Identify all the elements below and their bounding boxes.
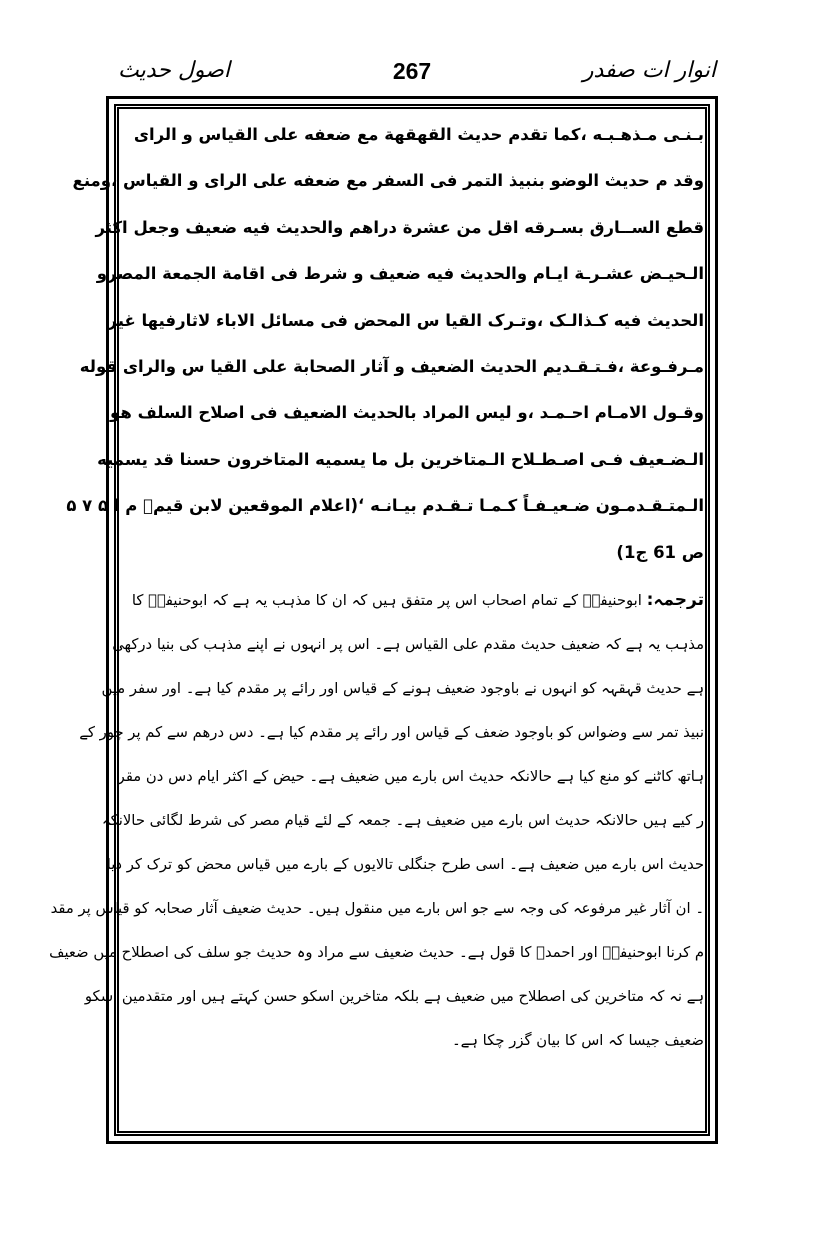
urdu-translation <box>49 576 704 1063</box>
translation-line: ہاتھ کاٹنے کو منع کیا ہے حالانکہ حدیث اس بارے میں ضعیف ہے۔ حیض کے اکثر ایام دس دن مقر <box>117 768 704 786</box>
arabic-line: الـضـعيف فـی اصـطـلاح الـمتاخرين بل ما يسميه المتاخرون حسنا قد يسميه <box>97 449 704 469</box>
translation-line: ہے نہ کہ متاخرین کی اصطلاح میں ضعیف ہے بلکہ متاخرین اسکو حسن کہتے ہیں اور متقدمین اسکو <box>84 988 704 1006</box>
arabic-line: وقـول الامـام احـمـد ،و ليس المراد بالحديث الضعيف فی اصلاح السلف هو <box>110 403 704 423</box>
arabic-line: الـحيـض عشـرـة ايـام والحديث فيه ضعيف و شرط فی اقامة الجمعة المصرو <box>96 264 704 284</box>
translation-line: مذہب یہ ہے کہ ضعیف حدیث مقدم علی القیاس ہے۔ اس پر انہوں نے اپنے مذہب کی بنیا درکھی <box>112 636 704 654</box>
translation-line: حدیث اس بارے میں ضعیف ہے۔ اسی طرح جنگلی تالایوں کے بارے میں قیاس محض کو ترک کر دیا <box>106 856 704 874</box>
translation-line: ضعیف جیسا کہ اس کا بیان گزر چکا ہے۔ <box>451 1032 704 1050</box>
arabic-line: الـمتـقـدمـون ضـعيـفـاً كـمـا تـقـدم بيـانـه ‘(اعلام الموقعين لابن قيمؒ م ا ۵ ۷ ۵ <box>66 496 704 516</box>
arabic-line: مـرفـوعة ،فـتـقـديم الحديث الضعيف و آثار الصحابة علی القيا س والرای قوله <box>79 357 704 377</box>
translation-label: ترجمہ: <box>646 590 704 611</box>
translation-line: نبیذ تمر سے وضواس کو باوجود ضعف کے قیاس اور رائے پر مقدم کیا ہے۔ دس درھم سے کم پر چور کے <box>79 724 704 742</box>
translation-text: ابوحنیفہؒ کے تمام اصحاب اس پر متفق ہیں کہ ان کا مذہب یہ ہے کہ ابوحنیفہؒ کا <box>131 592 642 610</box>
translation-line: م کرنا ابوحنیفہؒ اور احمدؒ کا قول ہے۔ حدیث ضعیف سے مراد وہ حدیث جو سلف کی اصطلاح میں ضعیف <box>49 944 704 962</box>
book-title: انوار ات صفدر <box>582 58 716 83</box>
translation-line: ۔ ان آثار غیر مرفوعہ کی وجہ سے جو اس بارے میں منقول ہیں۔ حدیث ضعیف آثار صحابہ کو قیاس پر مقد <box>50 900 704 918</box>
arabic-line: ص 61 ج1) <box>616 542 704 562</box>
arabic-line: الحديث فيه كـذالـک ،وتـرک القيا س المحض فی مسائل الاباء لاثارفيها غير <box>107 310 704 330</box>
arabic-line: قطع الســارق بسـرقه اقل من عشرة دراهم والحديث فيه ضعيف وجعل اكثر <box>95 217 704 237</box>
arabic-line: بـنـی مـذهـبـه ،کما تقدم حديث القهقهة مع ضعفه علی القياس و الرای <box>133 125 704 144</box>
arabic-quotation <box>66 108 704 576</box>
page-content <box>49 108 704 1134</box>
arabic-line: وقد م حديث الوضو بنبيذ التمر فی السفر مع ضعفه علی الرای و القياس ،ومنع <box>72 171 704 191</box>
chapter-title: اصول حدیث <box>118 58 231 83</box>
page-number: 267 <box>392 58 432 84</box>
translation-first-line <box>122 578 704 623</box>
translation-line: ہے حدیث قہقہہ کو انہوں نے باوجود ضعیف ہونے کے قیاس اور رائے پر مقدم کیا ہے۔ اور سفر میں <box>101 680 704 698</box>
page-header <box>108 58 716 94</box>
translation-line: ر کیے ہیں حالانکہ حدیث اس بارے میں ضعیف ہے۔ جمعہ کے لئے قیام مصر کی شرط لگائی حالانکہ <box>101 812 704 830</box>
